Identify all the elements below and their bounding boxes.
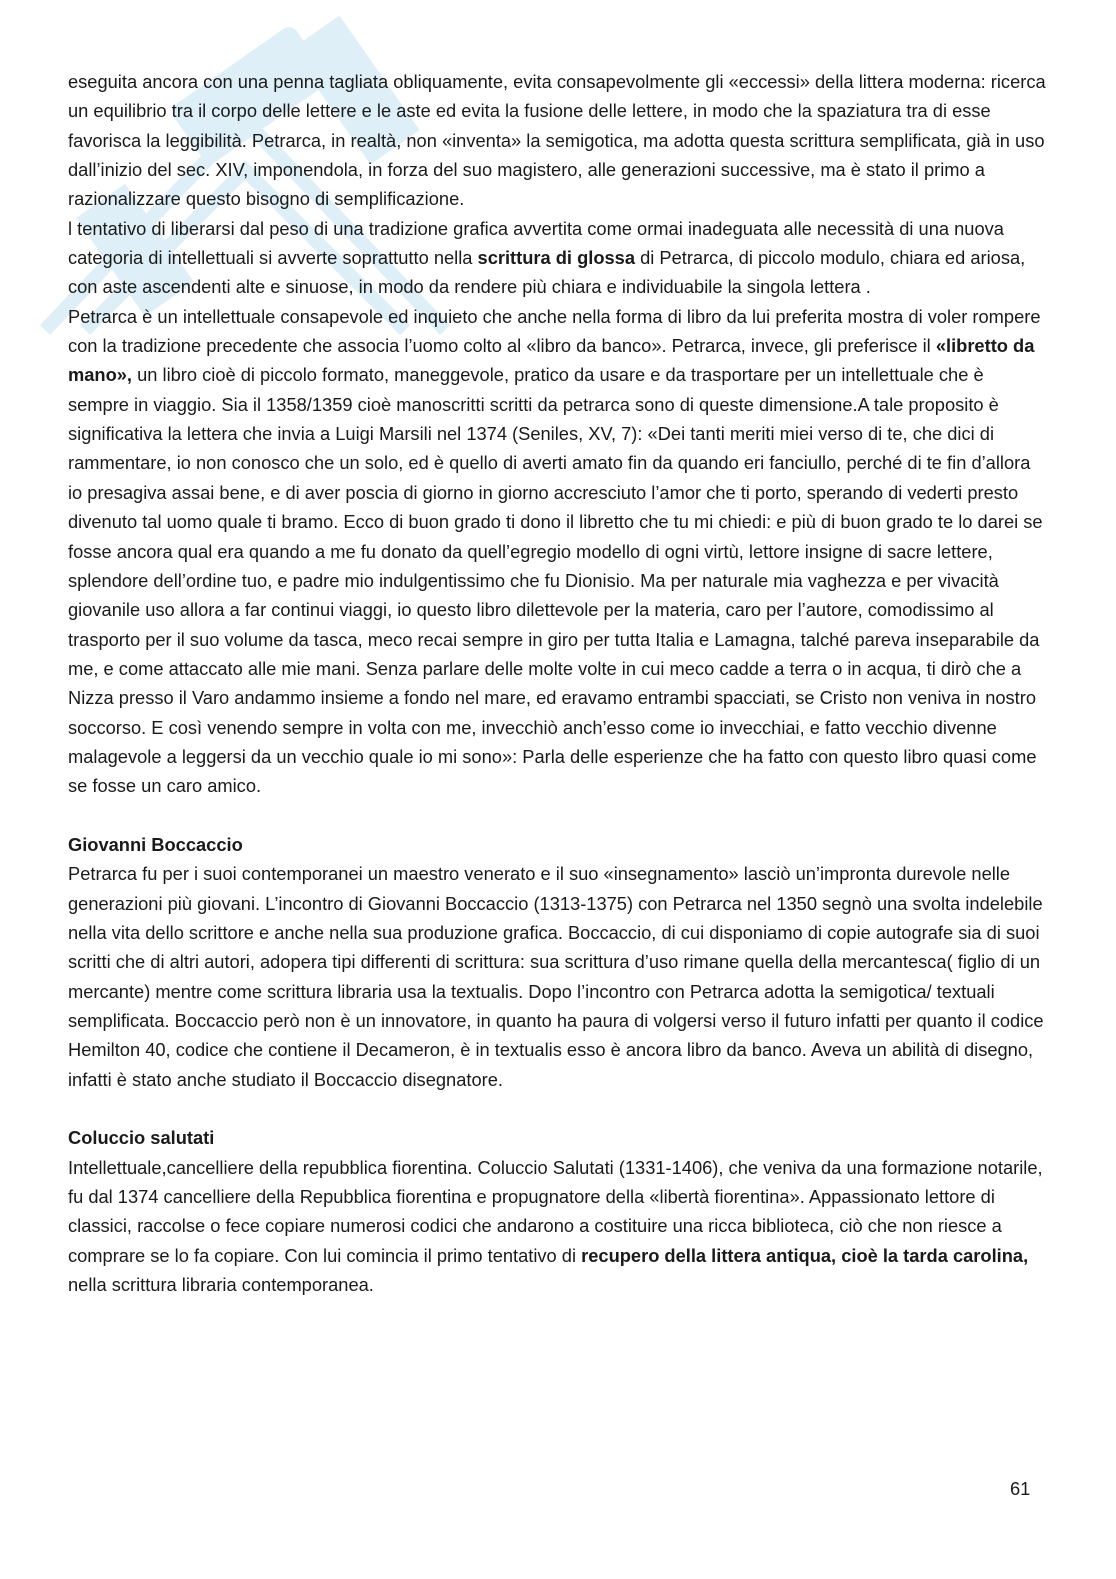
section-heading: Giovanni Boccaccio xyxy=(68,833,243,855)
paragraph: Petrarca è un intellettuale consapevole ed inquieto che anche nella forma di libro da lui preferita mostra di voler rompere con la tradizione precedente che associa l’uomo colto al «libro da banco». Petrarca, invece, gli preferisce il «libretto da mano», un libro cioè di piccolo formato, maneggevole, pratico da usare e da trasportare per un intellettuale che è sempre in viaggio. Sia il 1358/1359 cioè manoscritti scritti da petrarca sono di queste dimensione.A tale proposito è significativa la lettera che invia a Luigi Marsili nel 1374 (Seniles, XV, 7): «Dei tanti meriti miei verso di te, che dici di rammentare, io non conosco che un solo, ed è quello di averti amato fin da quando eri fanciullo, perché di te fin d’allora io presagiva assai bene, e di aver poscia di giorno in giorno accresciuto l’amor che ti porto, sperando di vederti presto divenuto tal uomo quale ti bramo. Ecco di buon grado ti dono il libretto che tu mi chiedi: e più di buon grado te lo darei se fosse ancora qual era quando a me fu donato da quell’egregio modello di ogni virtù, lettore insigne di sacre lettere, splendore dell’ordine tuo, e padre mio indulgentissimo che fu Dionisio. Ma per naturale mia vaghezza e per vivacità giovanile uso allora a far continui viaggi, io questo libro dilettevole per la materia, caro per l’autore, comodissimo al trasporto per il suo volume da tasca, meco recai sempre in giro per tutta Italia e Lamagna, talché pareva inseparabile da me, e come attaccato alle mie mani. Senza parlare delle molte volte in cui meco cadde a terra o in acqua, ti dirò che a Nizza presso il Varo andammo insieme a fondo nel mare, ed eravamo entrambi spacciati, se Cristo non veniva in nostro soccorso. E così venendo sempre in volta con me, invecchiò anch’esso come io invecchiai, e fatto vecchio divenne malagevole a leggersi da un vecchio quale io mi sono»: Parla delle esperienze che ha fatto con questo libro quasi come se fosse un caro amico. xyxy=(68,305,1043,797)
paragraph: Petrarca fu per i suoi contemporanei un maestro venerato e il suo «insegnamento» lasciò un’impronta durevole nelle generazioni più giovani. L’incontro di Giovanni Boccaccio (1313-1375) con Petrarca nel 1350 segnò una svolta indelebile nella vita dello scrittore e anche nella sua produzione grafica. Boccaccio, di cui disponiamo di copie autografe sia di suoi scritti che di altri autori, adopera tipi differenti di scrittura: sua scrittura d’uso rimane quella della mercantesca( figlio di un mercante) mentre come scrittura libraria usa la textualis. Dopo l’incontro con Petrarca adotta la semigotica/ textuali semplificata. Boccaccio però non è un innovatore, in quanto ha paura di volgersi verso il futuro infatti per quanto il codice Hemilton 40, codice che contiene il Decameron, è in textualis esso è ancora libro da banco. Aveva un abilità di disegno, infatti è stato anche studiato il Boccaccio disegnatore. xyxy=(68,863,1044,1090)
body-text xyxy=(68,67,1048,1299)
paragraph: Intellettuale,cancelliere della repubblica fiorentina. Coluccio Salutati (1331-1406), che veniva da una formazione notarile, fu dal 1374 cancelliere della Repubblica fiorentina e propugnatore della «libertà fiorentina». Appassionato lettore di classici, raccolse o fece copiare numerosi codici che andarono a costituire una ricca biblioteca, ciò che non riesce a comprare se lo fa copiare. Con lui comincia il primo tentativo di recupero della littera antiqua, cioè la tarda carolina, nella scrittura libraria contemporanea. xyxy=(68,1156,1043,1296)
bold-term: «libretto da mano», xyxy=(68,335,1035,386)
bold-term: scrittura di glossa xyxy=(477,247,636,269)
page-number: 61 xyxy=(1010,1478,1031,1499)
bold-term: recupero della littera antiqua, cioè la tarda carolina, xyxy=(581,1244,1029,1266)
paragraph: l tentativo di liberarsi dal peso di una tradizione grafica avvertita come ormai inadeguata alle necessità di una nuova categoria di intellettuali si avverte soprattutto nella scrittura di glossa di Petrarca, di piccolo modulo, chiara ed ariosa, con aste ascendenti alte e sinuose, in modo da rendere più chiara e individuabile la singola lettera . xyxy=(68,217,1026,298)
section-heading: Coluccio salutati xyxy=(68,1127,215,1149)
paragraph: eseguita ancora con una penna tagliata obliquamente, evita consapevolmente gli «eccessi» della littera moderna: ricerca un equilibrio tra il corpo delle lettere e le aste ed evita la fusione delle lettere, in modo che la spaziatura tra di esse favorisca la leggibilità. Petrarca, in realtà, non «inventa» la semigotica, ma adotta questa scrittura semplificata, già in uso dall’inizio del sec. XIV, imponendola, in forza del suo magistero, alle generazioni successive, ma è stato il primo a razionalizzare questo bisogno di semplificazione. xyxy=(68,71,1046,210)
